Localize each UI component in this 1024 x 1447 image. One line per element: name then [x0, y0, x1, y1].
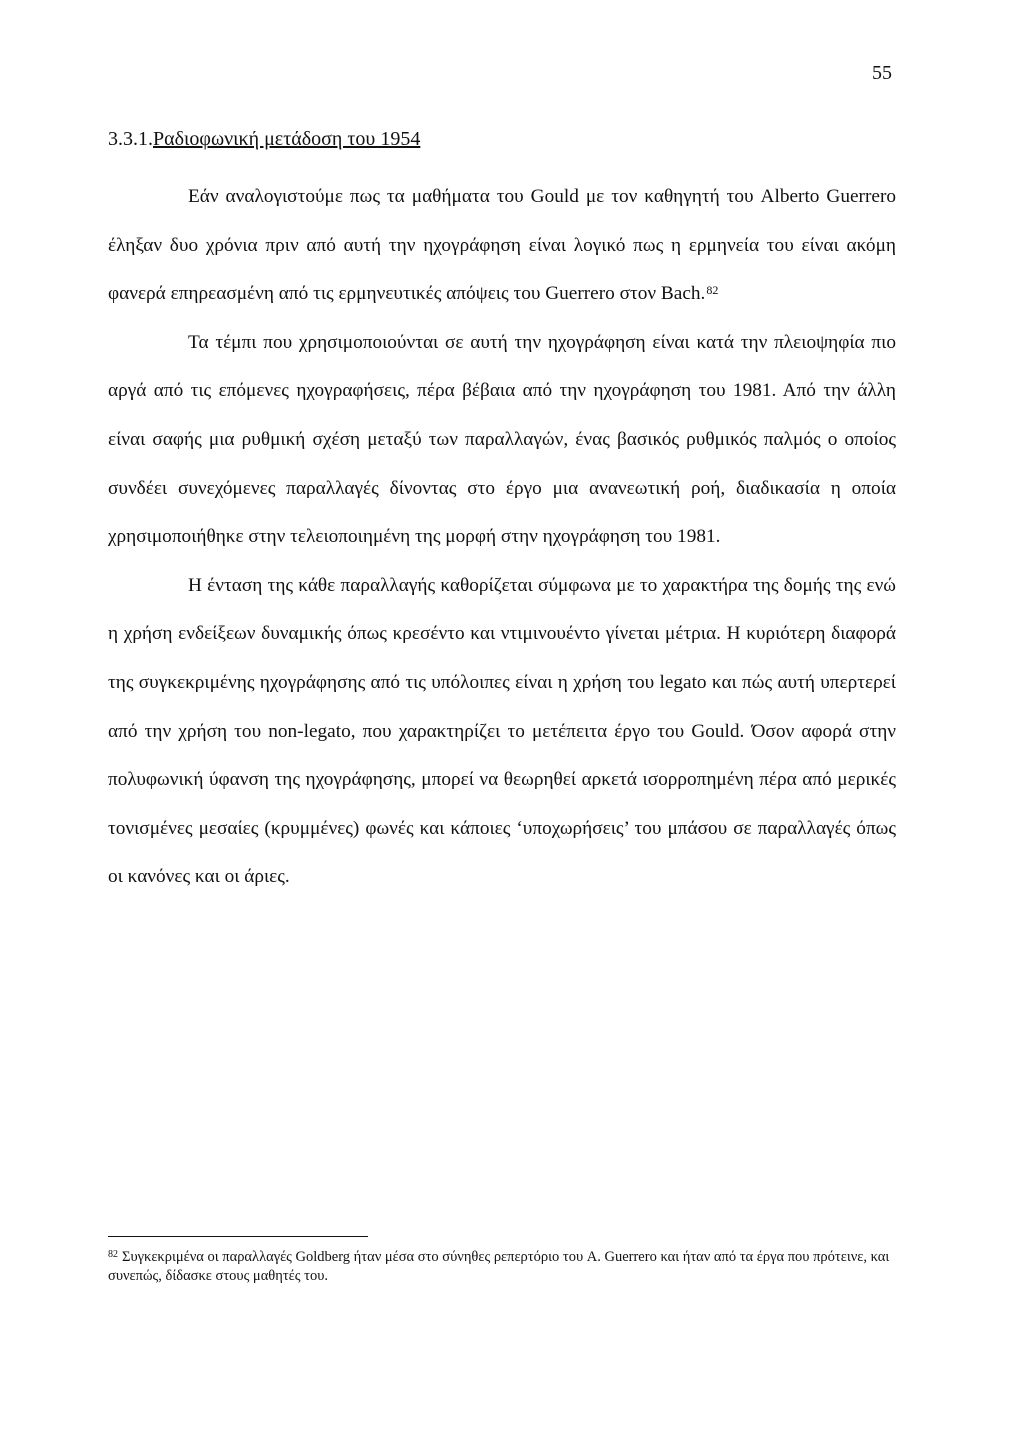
- paragraph-text: Εάν αναλογιστούμε πως τα μαθήματα του Gould με τον καθηγητή του Alberto Guerrero έληξαν δυο χρόνια πριν από αυτή την ηχογράφηση είναι λογικό πως η ερμηνεία του είναι ακόμη φανερά επηρεασμένη από τις ερμηνευτικές απόψεις του Guerrero στον Bach.: [108, 186, 896, 305]
- paragraph-text: Τα τέμπι που χρησιμοποιούνται σε αυτή την ηχογράφηση είναι κατά την πλειοψηφία πιο αργά από τις επόμενες ηχογραφήσεις, πέρα βέβαια από την ηχογράφηση του 1981. Από την άλλη είναι σαφής μια ρυθμική σχέση μεταξύ των παραλλαγών, ένας βασικός ρυθμικός παλμός ο οποίος συνδέει συνεχόμενες παραλλαγές δίνοντας στο έργο μια ανανεωτική ροή, διαδικασία η οποία χρησιμοποιήθηκε στην τελειοποιημένη της μορφή στην ηχογράφηση του 1981.: [108, 331, 896, 548]
- paragraph-2: [108, 319, 896, 562]
- paragraph-1: [108, 173, 896, 319]
- footnote-text: Συγκεκριμένα οι παραλλαγές Goldberg ήταν μέσα στο σύνηθες ρεπερτόριο του A. Guerrero και ήταν από τα έργα που πρότεινε, και συνεπώς, δίδασκε στους μαθητές του.: [108, 1249, 890, 1284]
- footnote-number: 82: [108, 1249, 118, 1260]
- section-heading: [108, 128, 420, 151]
- paragraph-text: Η ένταση της κάθε παραλλαγής καθορίζεται σύμφωνα με το χαρακτήρα της δομής της ενώ η χρήση ενδείξεων δυναμικής όπως κρεσέντο και ντιμινουέντο γίνεται μέτρια. Η κυριότερη διαφορά της συγκεκριμένης ηχογράφησης από τις υπόλοιπες είναι η χρήση του legato και πώς αυτή υπερτερεί από την χρήση του non-legato, που χαρακτηρίζει το μετέπειτα έργο του Gould. Όσον αφορά στην πολυφωνική ύφανση της ηχογράφησης, μπορεί να θεωρηθεί αρκετά ισορροπημένη πέρα από μερικές τονισμένες μεσαίες (κρυμμένες) φωνές και κάποιες ‘υποχωρήσεις’ του μπάσου σε παραλλαγές όπως οι κανόνες και οι άριες.: [108, 574, 896, 888]
- section-number: 3.3.1.: [108, 128, 153, 150]
- paragraph-3: [108, 562, 896, 902]
- page-number: 55: [872, 62, 892, 84]
- footnote-reference[interactable]: 82: [706, 283, 719, 298]
- body-text: [108, 173, 896, 902]
- footnote: [108, 1248, 896, 1286]
- footnote-divider: [108, 1236, 368, 1237]
- section-title: Ραδιοφωνική μετάδοση του 1954: [153, 128, 421, 150]
